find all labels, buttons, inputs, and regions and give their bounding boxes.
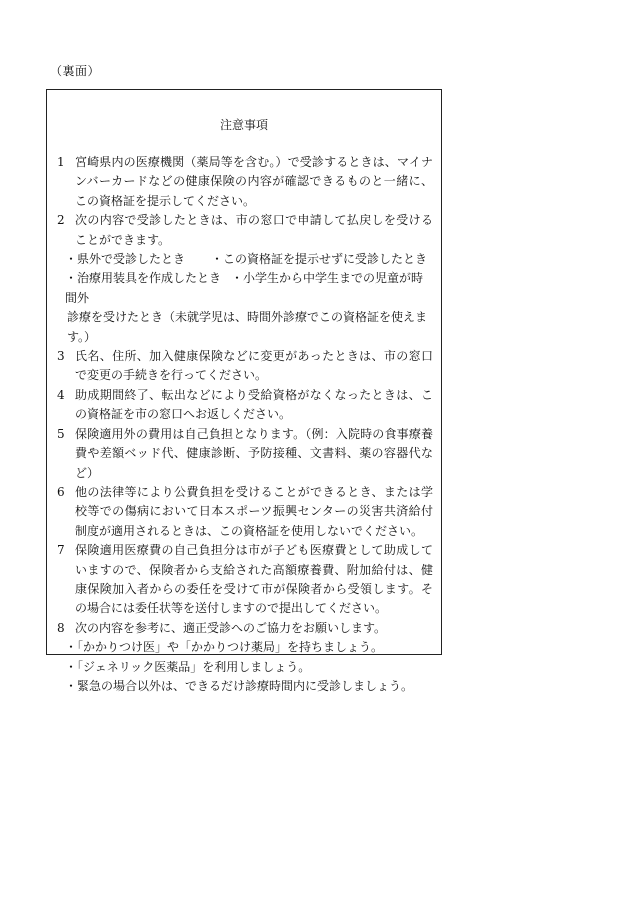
notice-item-8	[57, 619, 433, 638]
notice-item-7	[57, 541, 433, 619]
item8-bullet-3: ・緊急の場合以外は、できるだけ診療時間内に受診しましょう。	[65, 678, 414, 693]
item-text: 保険適用医療費の自己負担分は市が子ども医療費として助成していますので、保険者から支給された高額療養費、附加給付は、健康保険加入者からの委任を受けて市が保険者から受領します。その場合には委任状等を送付しますので提出してください。	[75, 543, 433, 616]
item8-bullet-1: ・「かかりつけ医」や「かかりつけ薬局」を持ちましょう。	[65, 640, 384, 655]
bullet-text: ・県外で受診したとき	[65, 252, 186, 267]
notice-item-3	[57, 347, 433, 386]
item-number: 2	[57, 213, 65, 228]
item-text: 保険適用外の費用は自己負担となります。（例：入院時の食事療養費や差額ベッド代、健康診断、予防接種、文書料、薬の容器代など）	[75, 426, 433, 480]
item-number: 8	[57, 620, 65, 635]
bullet-text: ・治療用装具を作成したとき	[65, 271, 222, 286]
item-text: 他の法律等により公費負担を受けることができるとき、または学校等での傷病において日本スポーツ振興センターの災害共済給付制度が適用されるときは、この資格証を使用しないでください。	[75, 484, 433, 538]
item-text: 宮崎県内の医療機関（薬局等を含む。）で受診するときは、マイナンバーカードなどの健康保険の内容が確認できるものと一緒に、この資格証を提示してください。	[75, 155, 433, 208]
bullet-text: ・この資格証を提示せずに受診したとき	[211, 252, 428, 267]
item-text: 次の内容を参考に、適正受診へのご協力をお願いします。	[75, 620, 387, 635]
item-number: 7	[57, 543, 65, 558]
notice-item-2	[57, 211, 433, 250]
notice-title: 注意事項	[219, 118, 268, 132]
item-text: 氏名、住所、加入健康保険などに変更があったときは、市の窓口で変更の手続きを行ってください。	[75, 349, 433, 383]
notice-item-4	[57, 386, 433, 425]
item-text: 助成期間終了、転出などにより受給資格がなくなったときは、この資格証を市の窓口へお返しください。	[75, 387, 433, 422]
item2-bullet-continuation: 診療を受けたとき（未就学児は、時間外診療でこの資格証を使えます。）	[67, 310, 428, 344]
bullet-text: ・小学生から中学生までの児童が時間外	[65, 271, 424, 305]
item2-bullet-row-1	[57, 250, 433, 269]
item-number: 5	[57, 426, 65, 441]
page-side-label: （裏面）	[50, 64, 101, 78]
notice-item-6	[57, 483, 433, 541]
notice-item-5	[57, 425, 433, 483]
item-number: 1	[57, 155, 65, 169]
item-number: 4	[57, 387, 65, 402]
item-number: 6	[57, 484, 65, 499]
item2-bullet-row-2	[57, 269, 433, 308]
item-text: 次の内容で受診したときは、市の窓口で申請して払戻しを受けることができます。	[75, 213, 433, 247]
notice-item-1	[57, 153, 433, 211]
notice-box	[46, 89, 442, 693]
notice-content	[57, 153, 433, 696]
item-number: 3	[57, 349, 65, 364]
item8-bullet-2: ・「ジェネリック医薬品」を利用しましょう。	[65, 659, 311, 674]
